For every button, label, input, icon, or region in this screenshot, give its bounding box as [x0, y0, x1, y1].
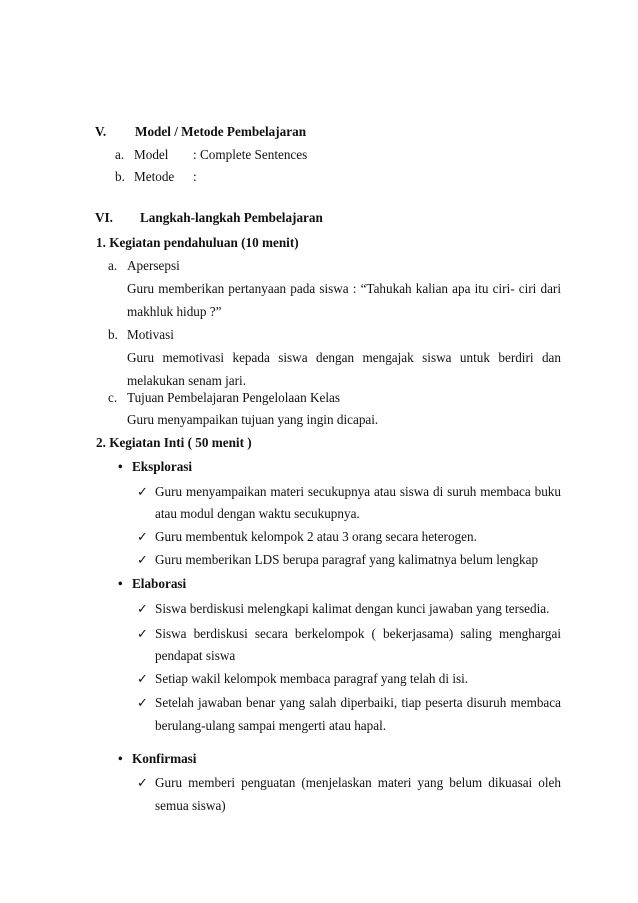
eksplorasi-step3: Guru memberikan LDS berupa paragraf yang kalimatnya belum lengkap [155, 552, 539, 567]
check-icon: ✓ [137, 601, 149, 616]
metode-letter: b. [115, 169, 125, 184]
elaborasi-step2-line1: Siswa berdiskusi secara berkelompok ( bekerjasama) saling menghargai [155, 626, 561, 641]
model-letter: a. [115, 147, 125, 162]
bullet-icon: • [118, 459, 123, 474]
elaborasi-step2-line2: pendapat siswa [155, 648, 236, 663]
eksplorasi-step1-line1: Guru menyampaikan materi secukupnya atau siswa di suruh membaca buku [155, 484, 561, 499]
model-label: Model [134, 147, 169, 162]
motivasi-letter: b. [108, 327, 118, 342]
apersepsi-title: Apersepsi [127, 258, 180, 273]
kegiatan-inti-heading: 2. Kegiatan Inti ( 50 menit ) [96, 435, 252, 450]
elaborasi-step4-line1: Setelah jawaban benar yang salah diperbaiki, tiap peserta disuruh membaca [155, 695, 561, 710]
elaborasi-item [118, 576, 186, 592]
bullet-icon: • [118, 751, 123, 766]
metode-value: : [193, 169, 197, 184]
eksplorasi-item [118, 459, 192, 475]
metode-label: Metode [134, 169, 175, 184]
section-v-number: V. [95, 124, 107, 139]
elaborasi-step4-line2: berulang-ulang sampai mengerti atau hapal. [155, 718, 387, 733]
section-v-title: Model / Metode Pembelajaran [135, 124, 307, 139]
elaborasi-step3: Setiap wakil kelompok membaca paragraf yang telah di isi. [155, 671, 469, 686]
elaborasi-step1: Siswa berdiskusi melengkapi kalimat dengan kunci jawaban yang tersedia. [155, 601, 550, 616]
check-icon: ✓ [137, 695, 149, 710]
tujuan-text: Guru menyampaikan tujuan yang ingin dicapai. [127, 412, 379, 427]
tujuan-letter: c. [108, 390, 118, 405]
check-icon: ✓ [137, 626, 149, 641]
eksplorasi-step1-line2: atau modul dengan waktu secukupnya. [155, 506, 360, 521]
konfirmasi-step1-line1: Guru memberi penguatan (menjelaskan materi yang belum dikuasai oleh [155, 775, 561, 790]
motivasi-text-line2: melakukan senam jari. [127, 373, 247, 388]
apersepsi-letter: a. [108, 258, 118, 273]
check-icon: ✓ [137, 552, 149, 567]
eksplorasi-step2: Guru membentuk kelompok 2 atau 3 orang secara heterogen. [155, 529, 477, 544]
model-value: : Complete Sentences [193, 147, 308, 162]
check-icon: ✓ [137, 775, 149, 790]
motivasi-title: Motivasi [127, 327, 174, 342]
tujuan-title: Tujuan Pembelajaran Pengelolaan Kelas [127, 390, 341, 405]
check-icon: ✓ [137, 529, 149, 544]
konfirmasi-step1-line2: semua siswa) [155, 798, 226, 813]
bullet-icon: • [118, 576, 123, 591]
apersepsi-text-line1: Guru memberikan pertanyaan pada siswa : “Tahukah kalian apa itu ciri- ciri dari [127, 281, 561, 296]
eksplorasi-title: Eksplorasi [132, 459, 193, 474]
konfirmasi-title: Konfirmasi [132, 751, 197, 766]
elaborasi-title: Elaborasi [132, 576, 187, 591]
apersepsi-text-line2: makhluk hidup ?” [127, 304, 222, 319]
section-vi-title: Langkah-langkah Pembelajaran [140, 210, 323, 225]
konfirmasi-item [118, 751, 196, 767]
check-icon: ✓ [137, 671, 149, 686]
motivasi-text-line1: Guru memotivasi kepada siswa dengan mengajak siswa untuk berdiri dan [127, 350, 561, 365]
section-vi-number: VI. [95, 210, 113, 225]
kegiatan-pendahuluan-heading: 1. Kegiatan pendahuluan (10 menit) [96, 235, 299, 250]
check-icon: ✓ [137, 484, 149, 499]
